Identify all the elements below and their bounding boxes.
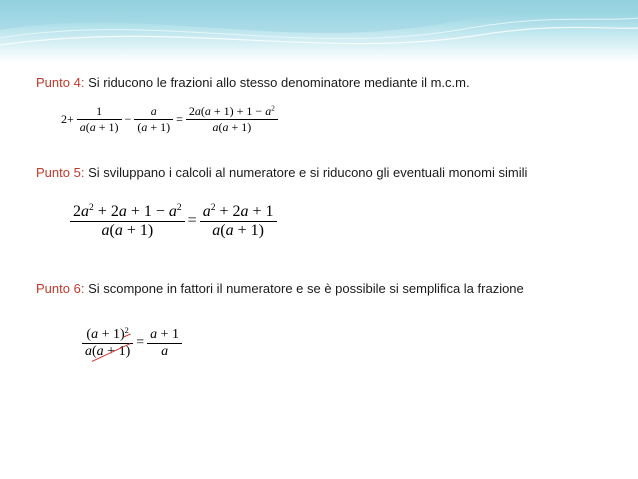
punto5-tag: Punto 5: — [36, 165, 85, 180]
punto5-equation: $\frac{2a^2 + 2a + 1 - a^2}{a(a + 1)}$ = $\frac{a^2 + 2a + 1}{a(a + 1)}$ — [70, 202, 277, 240]
punto4-tag: Punto 4: — [36, 75, 85, 90]
punto6-tag: Punto 6: — [36, 281, 85, 296]
punto5-text: Si sviluppano i calcoli al numeratore e si riducono gli eventuali monomi simili — [88, 165, 528, 180]
punto5-heading — [36, 164, 616, 182]
punto4-equation: 2+ $\frac{1}{a(a + 1)}$ − $\frac{a}{(a + 1)}$ = $\frac{2a(a + 1) + 1 - a^2}{a(a + 1)}$ — [58, 104, 278, 135]
punto6-equation: $\frac{(a + 1)^2}{a(a + 1)}$ = $\frac{a + 1}{a}$ — [82, 326, 182, 360]
punto4-heading — [36, 74, 616, 92]
punto6-text: Si scompone in fattori il numeratore e se è possibile si semplifica la frazione — [88, 281, 524, 296]
punto6-heading — [36, 280, 616, 298]
punto4-text: Si riducono le frazioni allo stesso denominatore mediante il m.c.m. — [88, 75, 470, 90]
decorative-banner — [0, 0, 638, 62]
